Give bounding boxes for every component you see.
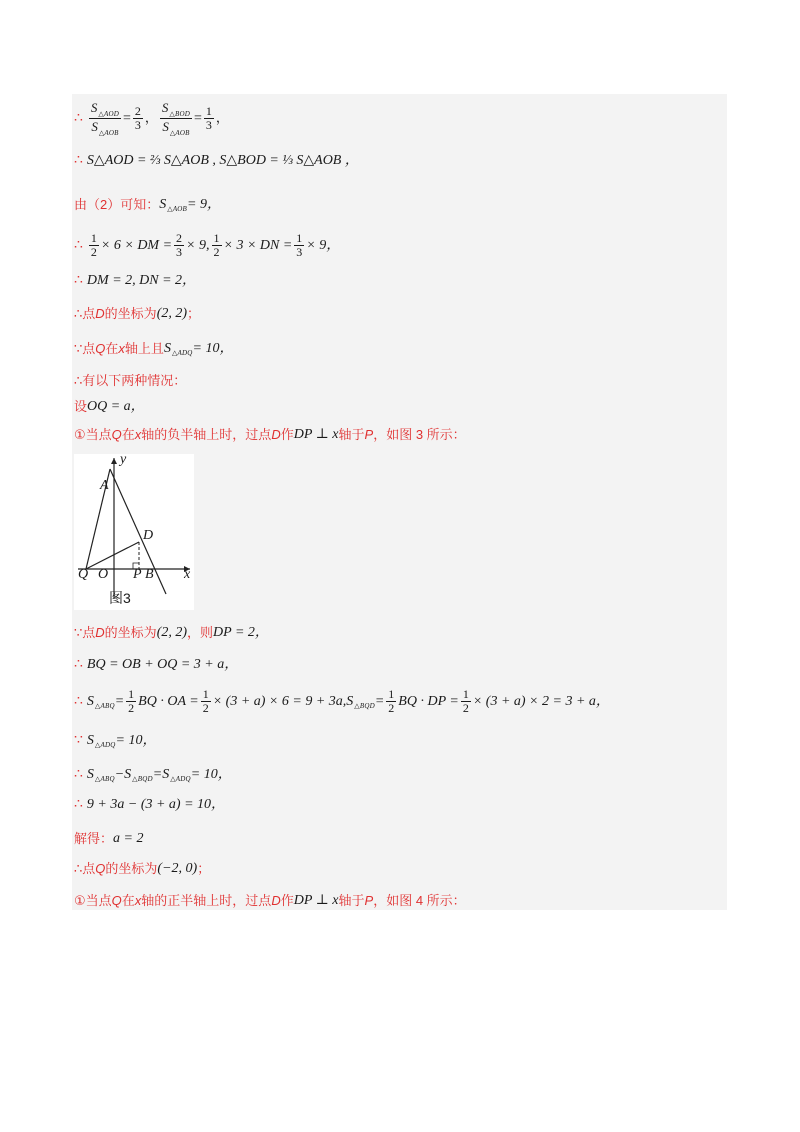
figure-3-diagram [74, 454, 194, 610]
line-solve-a: 解得： a = 2 [74, 831, 144, 846]
label-y-axis: y [120, 452, 127, 467]
line-dm-dn-values: ∴ DM = 2, DN = 2， [74, 273, 197, 288]
fraction-two-thirds: $\frac{2}{3}$ [134, 104, 141, 132]
label-x-axis: x [184, 567, 191, 582]
line-dp-value: ∵点 D 的坐标为 (2, 2) ，则 DP = 2， [74, 625, 269, 640]
therefore-symbol: ∴ [74, 153, 83, 168]
line-from-part-two: 由（2）可知： S △AOB = 9， [74, 197, 221, 213]
fraction-aod-aob: $\frac{S_{\triangle AOD}}{S_{\triangle AOB}}$ [90, 100, 119, 137]
line-point-q-coord: ∴点 Q 的坐标为 (−2, 0) ； [74, 861, 211, 876]
label-point-p: P [133, 567, 142, 582]
line-ratio-fractions: ∴ $\frac{S_{\triangle AOD}}{S_{\triangle AOB}}$ = $\frac{2}{3}$ ， $\frac{S_{\triangle BOD}}{S_{\triangle AOB}}$ = $\frac{1}{3}$ ， [74, 100, 229, 137]
figure-caption: 图3 [109, 590, 131, 606]
line-two-cases: ∴有以下两种情况： [74, 373, 187, 388]
line-adq-area: ∵ S △ADQ = 10， [74, 733, 157, 749]
label-point-d: D [143, 528, 154, 543]
line-equation-a: ∴ 9 + 3a − (3 + a) = 10， [74, 797, 226, 812]
line-area-abq-bqd: ∴ S △ABQ = $\frac{1}{2}$ BQ · OA = $\frac{1}{2}$ × (3 + a) × 6 = 9 + 3a, S △BQD = $\frac{1}{2}$ BQ · DP = $\frac{1}{2}$ × (3 + a) × 2 = 3 + a， [74, 687, 610, 715]
fraction-one-third: $\frac{1}{3}$ [205, 104, 212, 132]
therefore-symbol: ∴ [74, 110, 83, 126]
label-origin-o: O [98, 567, 109, 582]
line-dm-dn-equation: ∴ $\frac{1}{2}$ × 6 × DM = $\frac{2}{3}$ × 9, $\frac{1}{2}$ × 3 × DN = $\frac{1}{3}$ × 9， [74, 231, 341, 259]
fraction-bod-aob: $\frac{S_{\triangle BOD}}{S_{\triangle AOB}}$ [161, 100, 190, 137]
line-let-oq: 设 OQ = a， [74, 399, 145, 414]
line-bq-expr: ∴ BQ = OB + OQ = 3 + a， [74, 657, 239, 672]
line-case-positive-axis: ①当点 Q 在 x 轴的正半轴上时，过点 D 作 DP ⊥ x 轴于 P ，如图 4 所示： [74, 893, 466, 908]
area-relation-expr: S△AOD = ⅔ S△AOB , S△BOD = ⅓ S△AOB ， [86, 153, 359, 168]
line-area-relation [74, 152, 359, 170]
label-point-q: Q [78, 567, 89, 582]
line-point-q-condition: ∵点 Q 在 x 轴上且 S △ADQ = 10， [74, 341, 234, 357]
label-point-a: A [100, 478, 109, 493]
line-case-negative-axis: ①当点 Q 在 x 轴的负半轴上时，过点 D 作 DP ⊥ x 轴于 P ，如图 3 所示： [74, 427, 466, 442]
line-point-d-coord: ∴点 D 的坐标为 (2, 2) ； [74, 306, 201, 321]
label-point-b: B [145, 567, 154, 582]
figure-3 [74, 454, 194, 610]
line-area-difference: ∴ S △ABQ − S △BQD = S △ADQ = 10， [74, 767, 232, 783]
